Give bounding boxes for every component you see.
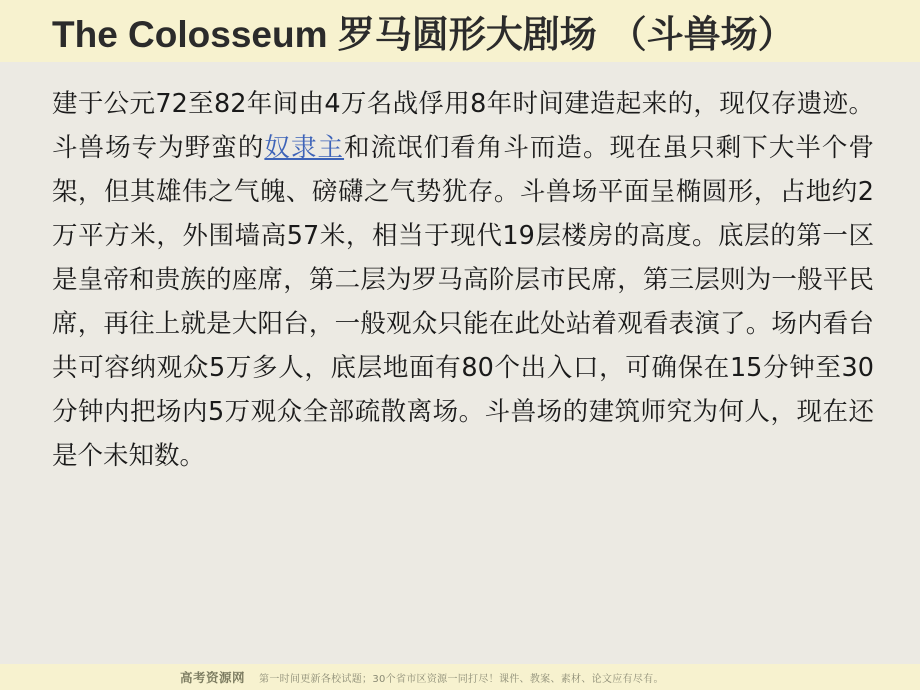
slave-owner-link[interactable]: 奴隶主 [264, 133, 345, 163]
title-english: The Colosseum [52, 14, 338, 55]
title-bar [0, 0, 920, 62]
footer-brand: 高考资源网 [180, 670, 246, 685]
footer-bar [0, 664, 920, 690]
footer-note: 第一时间更新各校试题；30个省市区资源一同打尽！课件、教案、素材、论文应有尽有。 [259, 673, 664, 685]
body-content [52, 82, 874, 478]
body-text-part-2: 和流氓们看角斗而造。现在虽只剩下大半个骨架，但其雄伟之气魄、磅礴之气势犹存。斗兽场平面呈椭圆形，占地约2万平方米，外围墙高57米，相当于现代19层楼房的高度。底层的第一区是皇帝和贵族的座席，第二层为罗马高阶层市民席，第三层则为一般平民席，再往上就是大阳台，一般观众只能在此处站着观看表演了。场内看台共可容纳观众5万多人，底层地面有80个出入口，可确保在15分钟至30分钟内把场内5万观众全部疏散离场。斗兽场的建筑师究为何人，现在还是个未知数。 [52, 133, 874, 471]
title-chinese: 罗马圆形大剧场 （斗兽场） [337, 13, 795, 56]
body-paragraph [52, 82, 874, 478]
footer-content [0, 668, 664, 686]
page-title [0, 4, 795, 58]
body-text-part-1: 建于公元72至82年间由4万名战俘用8年时间建造起来的，现仅存遗迹。斗兽场专为野蛮的 [52, 89, 874, 163]
